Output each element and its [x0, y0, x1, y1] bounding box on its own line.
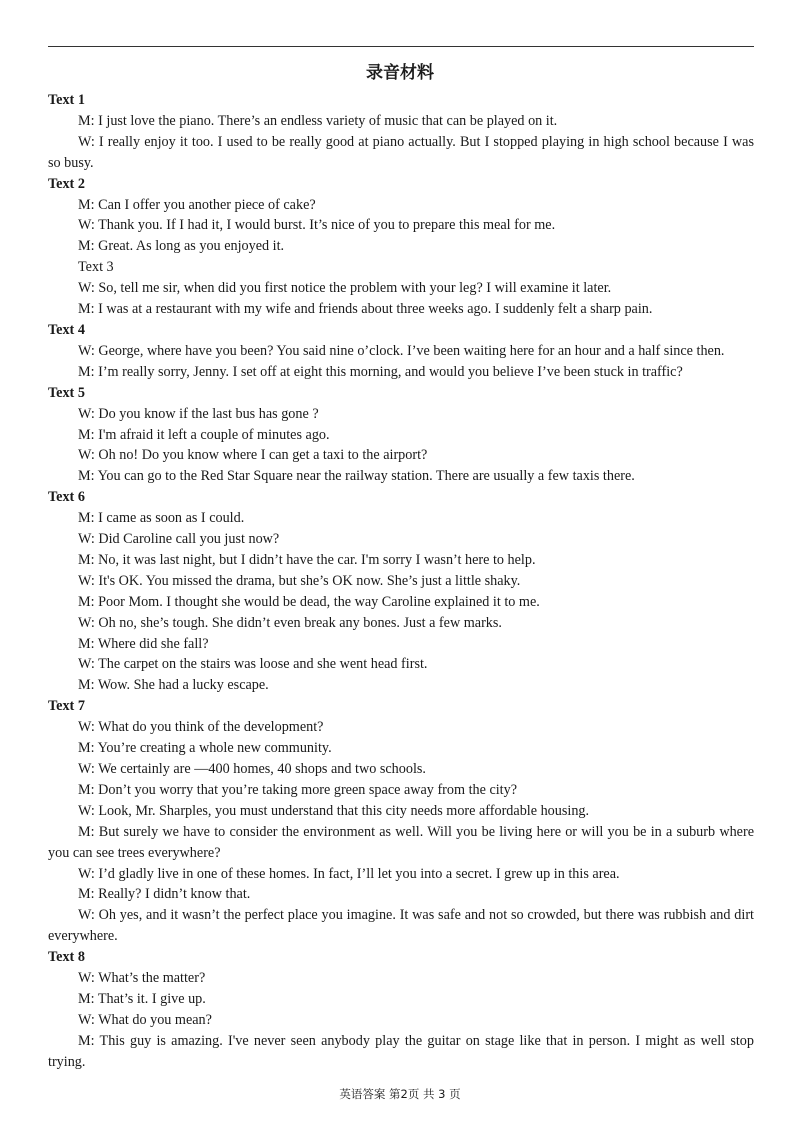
top-rule [48, 46, 754, 47]
dialogue-line: M: Poor Mom. I thought she would be dead, the way Caroline explained it to me. [78, 593, 540, 610]
dialogue-line: W: The carpet on the stairs was loose and she went head first. [78, 656, 428, 673]
dialogue-line: M: Don’t you worry that you’re taking more green space away from the city? [78, 781, 518, 798]
section-heading: Text 2 [48, 175, 85, 192]
dialogue-line: M: You’re creating a whole new community. [78, 740, 332, 757]
dialogue-line: M: Really? I didn’t know that. [78, 886, 251, 903]
section-heading-plain: Text 3 [78, 259, 114, 276]
dialogue-line: M: Great. As long as you enjoyed it. [78, 238, 285, 255]
dialogue-line: M: You can go to the Red Star Square near the railway station. There are usually a few taxis there. [78, 468, 635, 485]
dialogue-line: M: Can I offer you another piece of cake? [78, 196, 316, 213]
dialogue-line: W: I’d gladly live in one of these homes. In fact, I’ll let you into a secret. I grew up in this area. [78, 865, 620, 882]
dialogue-line: W: So, tell me sir, when did you first notice the problem with your leg? I will examine it later. [78, 280, 612, 297]
dialogue-line: W: Thank you. If I had it, I would burst. It’s nice of you to prepare this meal for me. [78, 217, 556, 234]
dialogue-line: W: What do you think of the development? [78, 719, 324, 736]
dialogue-line: W: What do you mean? [78, 1011, 212, 1028]
page-footer: 英语答案 第2页 共 3 页 [339, 1087, 461, 1101]
dialogue-line: M: Wow. She had a lucky escape. [78, 677, 269, 694]
dialogue-line: M: I was at a restaurant with my wife and friends about three weeks ago. I suddenly felt a sharp pain. [78, 301, 653, 318]
dialogue-line: W: Oh yes, and it wasn’t the perfect place you imagine. It was safe and not so crowded, but there was rubbish and dirt everywhere. [48, 907, 754, 945]
dialogue-line: M: This guy is amazing. I've never seen anybody play the guitar on stage like that in person. I might as well stop trying. [48, 1032, 754, 1070]
dialogue-line: W: Do you know if the last bus has gone ? [78, 405, 319, 422]
dialogue-line: M: No, it was last night, but I didn’t have the car. I'm sorry I wasn’t here to help. [78, 551, 536, 568]
section-heading: Text 5 [48, 384, 85, 401]
section-heading: Text 1 [48, 92, 85, 108]
dialogue-line: W: Look, Mr. Sharples, you must understand that this city needs more affordable housing. [78, 802, 590, 819]
dialogue-line: M: I came as soon as I could. [78, 510, 245, 527]
section-heading: Text 8 [48, 949, 85, 966]
dialogue-line: M: I’m really sorry, Jenny. I set off at eight this morning, and would you believe I’ve been stuck in traffic? [78, 363, 683, 380]
transcript-content [48, 90, 754, 1073]
dialogue-line: W: What’s the matter? [78, 970, 206, 987]
section-heading: Text 4 [48, 321, 85, 338]
dialogue-line: M: I'm afraid it left a couple of minutes ago. [78, 426, 330, 443]
dialogue-line: W: We certainly are —400 homes, 40 shops and two schools. [78, 761, 426, 777]
dialogue-line: W: It's OK. You missed the drama, but she’s OK now. She’s just a little shaky. [78, 572, 521, 589]
dialogue-line: M: But surely we have to consider the environment as well. Will you be living here or will you be in a suburb where you can see trees everywhere? [48, 823, 754, 861]
section-heading: Text 6 [48, 489, 85, 506]
dialogue-line: W: George, where have you been? You said nine o’clock. I’ve been waiting here for an hour and a half since then. [78, 342, 725, 359]
dialogue-line: W: Oh no, she’s tough. She didn’t even break any bones. Just a few marks. [78, 614, 502, 631]
dialogue-line: M: That’s it. I give up. [78, 990, 206, 1007]
dialogue-line: M: Where did she fall? [78, 635, 209, 652]
dialogue-line: W: I really enjoy it too. I used to be really good at piano actually. But I stopped playing in high school because I was so busy. [48, 133, 754, 171]
page-title: 录音材料 [366, 63, 434, 83]
dialogue-line: W: Did Caroline call you just now? [78, 531, 280, 548]
section-heading: Text 7 [48, 698, 85, 715]
dialogue-line: M: I just love the piano. There’s an endless variety of music that can be played on it. [78, 112, 558, 129]
dialogue-line: W: Oh no! Do you know where I can get a taxi to the airport? [78, 447, 428, 464]
